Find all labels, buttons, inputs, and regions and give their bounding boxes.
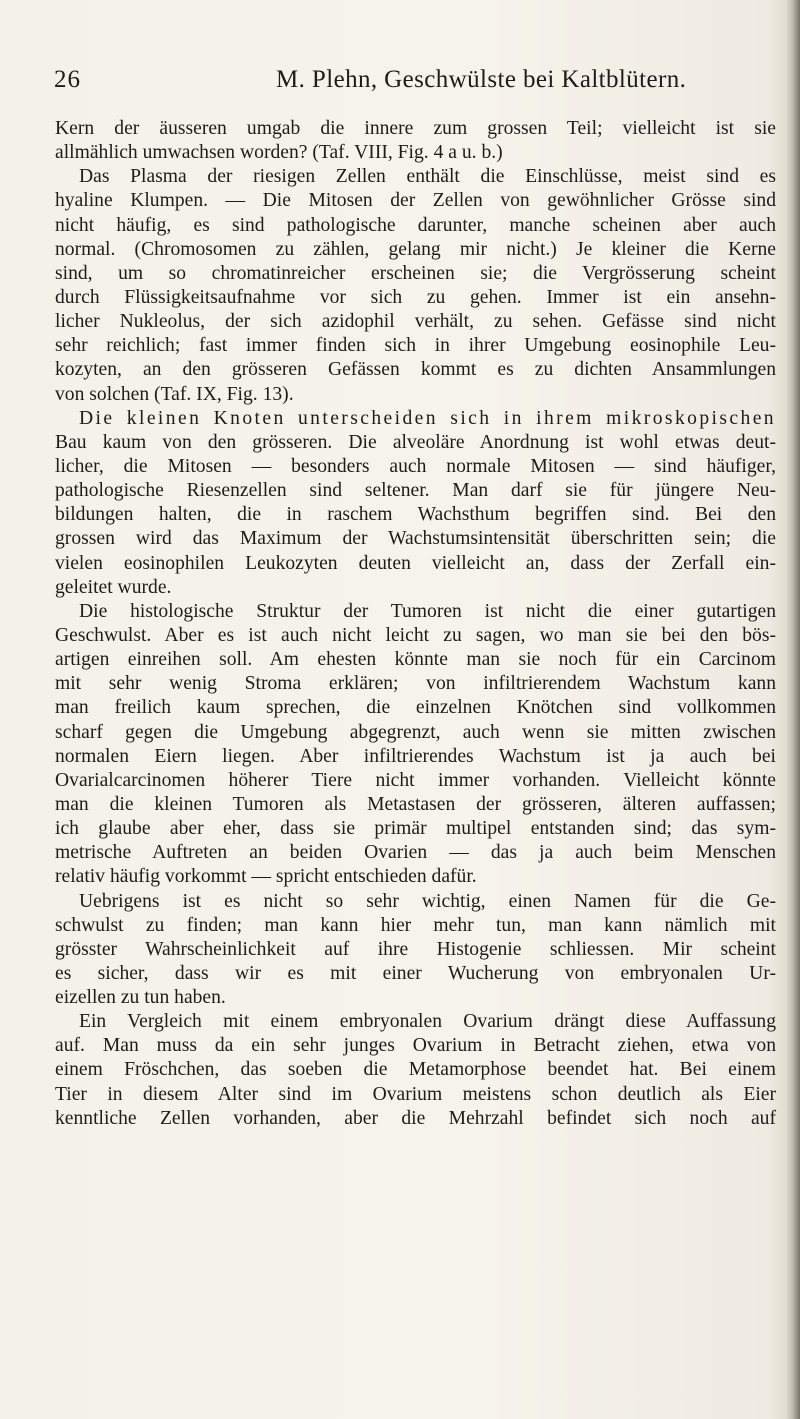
text-line: vielen eosinophilen Leukozyten deuten vielleicht an, dass der Zerfall ein-: [55, 552, 776, 574]
page-edge-shadow: [786, 0, 800, 1419]
text-line: metrische Auftreten an beiden Ovarien — das ja auch beim Menschen: [55, 842, 776, 864]
text-line: artigen einreihen soll. Am ehesten könnte man sie noch für ein Carcinom: [55, 649, 776, 671]
text-line: man freilich kaum sprechen, die einzelnen Knötchen sind vollkommen: [55, 697, 776, 719]
text-line: auf. Man muss da ein sehr junges Ovarium in Betracht ziehen, etwa von: [55, 1035, 776, 1057]
text-line: eizellen zu tun haben.: [55, 987, 226, 1009]
text-line: durch Flüssigkeitsaufnahme vor sich zu gehen. Immer ist ein ansehn-: [55, 286, 776, 308]
running-title: M. Plehn, Geschwülste bei Kaltblütern.: [276, 66, 687, 93]
text-line: schwulst zu finden; man kann hier mehr tun, man kann nämlich mit: [55, 914, 776, 936]
text-line: Ovarialcarcinomen höherer Tiere nicht immer vorhanden. Vielleicht könnte: [55, 769, 776, 791]
text-line: Geschwulst. Aber es ist auch nicht leicht zu sagen, wo man sie bei den bös-: [55, 624, 776, 646]
text-line: Bau kaum von den grösseren. Die alveoläre Anordnung ist wohl etwas deut-: [55, 431, 776, 453]
text-line: normal. (Chromosomen zu zählen, gelang mir nicht.) Je kleiner die Kerne: [55, 238, 776, 260]
text-line: kenntliche Zellen vorhanden, aber die Mehrzahl befindet sich noch auf: [55, 1107, 776, 1129]
text-line: geleitet wurde.: [55, 576, 172, 598]
text-line: von solchen (Taf. IX, Fig. 13).: [55, 383, 294, 405]
text-line: scharf gegen die Umgebung abgegrenzt, auch wenn sie mitten zwischen: [55, 721, 776, 743]
text-line: Uebrigens ist es nicht so sehr wichtig, einen Namen für die Ge-: [79, 890, 776, 912]
text-line: Tier in diesem Alter sind im Ovarium meistens schon deutlich als Eier: [55, 1083, 776, 1105]
text-line: licher, die Mitosen — besonders auch normale Mitosen — sind häufiger,: [55, 455, 776, 477]
page-header: [54, 66, 774, 106]
text-line: nicht häufig, es sind pathologische darunter, manche scheinen aber auch: [55, 214, 776, 236]
text-line: sind, um so chromatinreicher erscheinen sie; die Vergrösserung scheint: [55, 262, 776, 284]
text-line: es sicher, dass wir es mit einer Wucherung von embryonalen Ur-: [55, 962, 776, 984]
text-line: Das Plasma der riesigen Zellen enthält die Einschlüsse, meist sind es: [79, 166, 776, 188]
text-line: kozyten, an den grösseren Gefässen kommt es zu dichten Ansammlungen: [55, 359, 776, 381]
text-line: allmählich umwachsen worden? (Taf. VIII, Fig. 4 a u. b.): [55, 142, 503, 164]
text-line: man die kleinen Tumoren als Metastasen der grösseren, älteren auffassen;: [55, 793, 776, 815]
text-line: Die kleinen Knoten unterscheiden sich in ihrem mikroskopischen: [79, 407, 776, 429]
text-line: pathologische Riesenzellen sind seltener. Man darf sie für jüngere Neu-: [55, 480, 776, 502]
text-line: sehr reichlich; fast immer finden sich in ihrer Umgebung eosinophile Leu-: [55, 335, 776, 357]
body-text: [55, 117, 776, 1131]
text-line: einem Fröschchen, das soeben die Metamorphose beendet hat. Bei einem: [55, 1059, 776, 1081]
text-line: bildungen halten, die in raschem Wachsthum begriffen sind. Bei den: [55, 504, 776, 526]
text-line: hyaline Klumpen. — Die Mitosen der Zellen von gewöhnlicher Grösse sind: [55, 190, 776, 212]
text-line: normalen Eiern liegen. Aber infiltrierendes Wachstum ist ja auch bei: [55, 745, 776, 767]
text-line: ich glaube aber eher, dass sie primär multipel entstanden sind; das sym-: [55, 818, 776, 840]
text-line: Die histologische Struktur der Tumoren ist nicht die einer gutartigen: [79, 600, 776, 622]
text-line: grösster Wahrscheinlichkeit auf ihre Histogenie schliessen. Mir scheint: [55, 938, 776, 960]
text-line: licher Nukleolus, der sich azidophil verhält, zu sehen. Gefässe sind nicht: [55, 311, 776, 333]
page-number: 26: [54, 66, 81, 93]
text-line: mit sehr wenig Stroma erklären; von infiltrierendem Wachstum kann: [55, 673, 776, 695]
text-line: grossen wird das Maximum der Wachstumsintensität überschritten sein; die: [55, 528, 776, 550]
text-line: Ein Vergleich mit einem embryonalen Ovarium drängt diese Auffassung: [79, 1011, 776, 1033]
text-line: relativ häufig vorkommt — spricht entschieden dafür.: [55, 866, 477, 888]
text-line: Kern der äusseren umgab die innere zum grossen Teil; vielleicht ist sie: [55, 118, 776, 139]
